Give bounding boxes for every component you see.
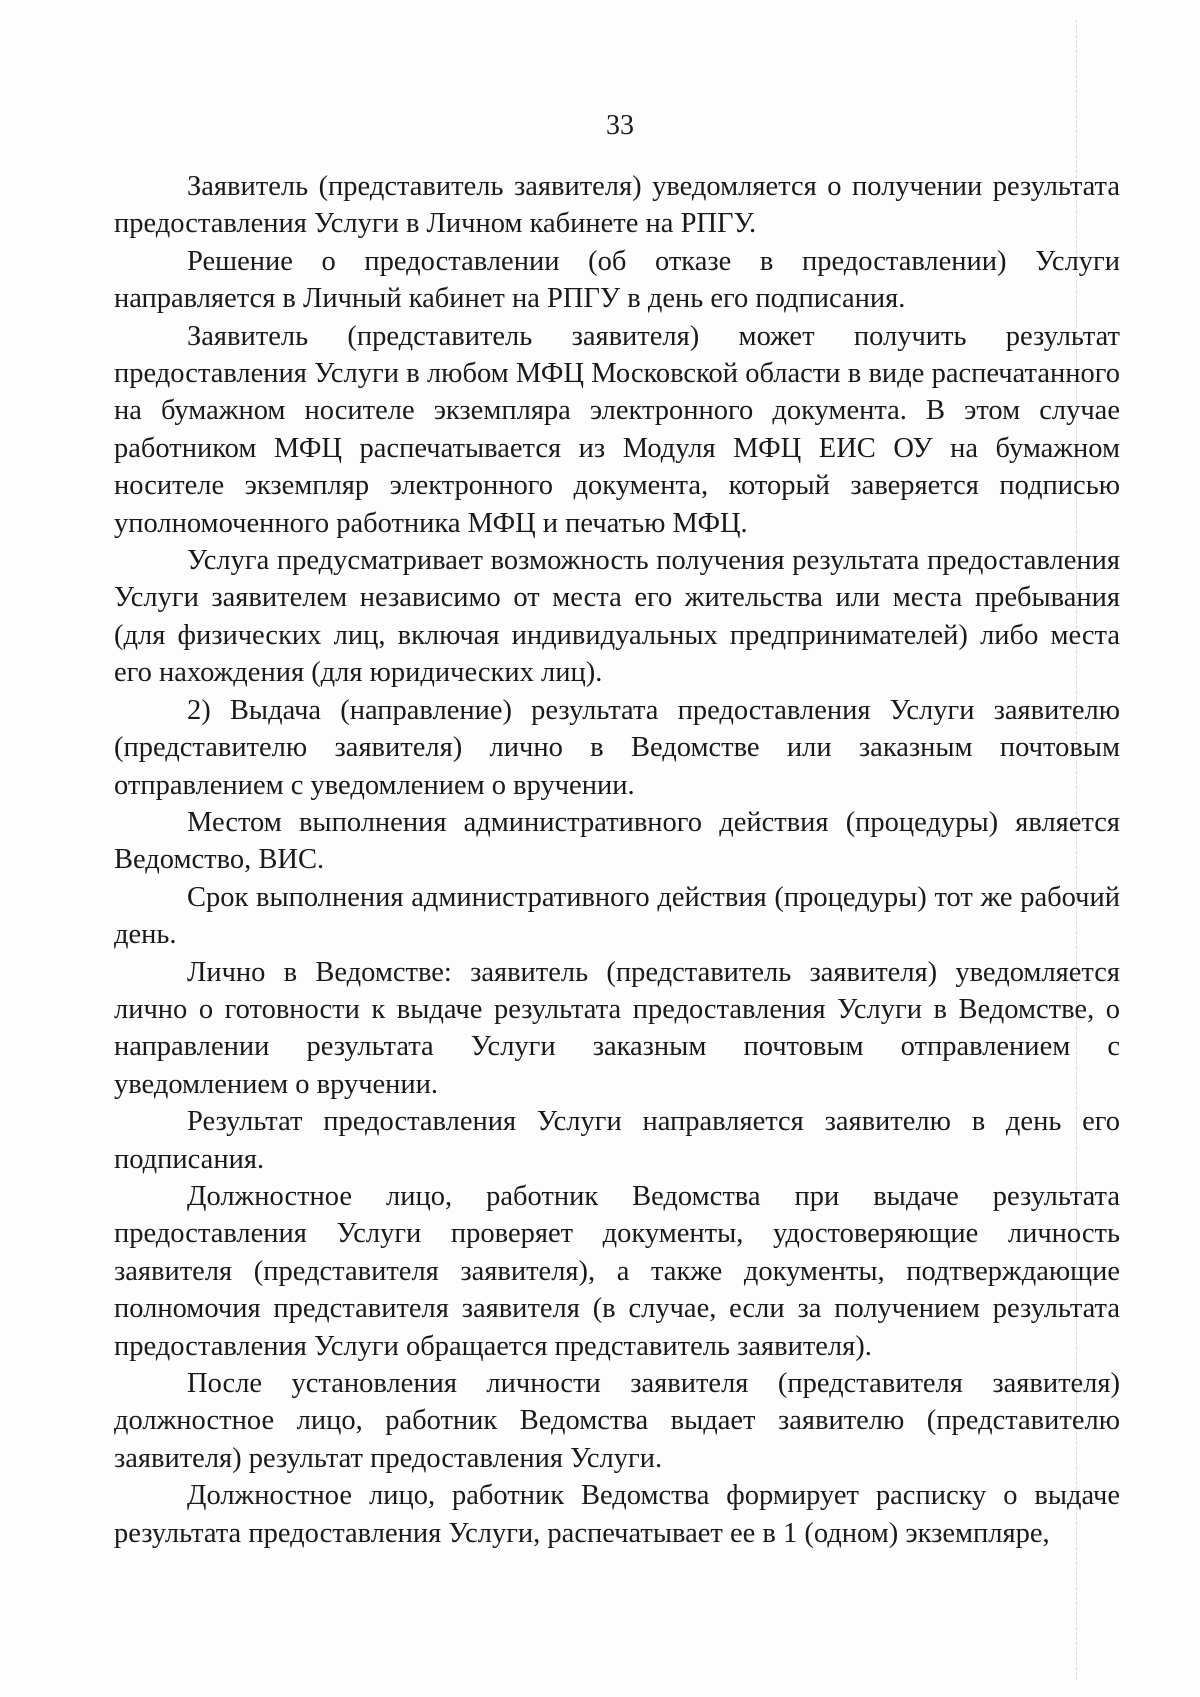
paragraph: Заявитель (представитель заявителя) может получить результат предоставления Услуги в любом МФЦ Московской области в виде распечатанного на бумажном носителе экземпляра электронного документа. В этом случае работником МФЦ распечатывается из Модуля МФЦ ЕИС ОУ на бумажном носителе экземпляр электронного документа, который заверяется подписью уполномоченного работника МФЦ и печатью МФЦ. [114,320,1120,539]
paragraph: Услуга предусматривает возможность получения результата предоставления Услуги заявителем независимо от места его жительства или места пребывания (для физических лиц, включая индивидуальных предпринимателей) либо места его нахождения (для юридических лиц). [114,545,1120,689]
paragraph: Срок выполнения административного действия (процедуры) тот же рабочий день. [114,881,1120,951]
paragraph: После установления личности заявителя (представителя заявителя) должностное лицо, работник Ведомства выдает заявителю (представителю заявителя) результат предоставления Услуги. [114,1368,1120,1474]
paragraph: Результат предоставления Услуги направляется заявителю в день его подписания. [114,1106,1120,1175]
paragraph: Должностное лицо, работник Ведомства формирует расписку о выдаче результата предоставления Услуги, распечатывает ее в 1 (одном) экземпляре, [114,1480,1120,1549]
paragraph: Должностное лицо, работник Ведомства при выдаче результата предоставления Услуги проверяет документы, удостоверяющие личность заявителя (представителя заявителя), а также документы, подтверждающие полномочия представителя заявителя (в случае, если за получением результата предоставления Услуги обращается представитель заявителя). [114,1180,1120,1362]
paragraph: Местом выполнения административного действия (процедуры) является Ведомство, ВИС. [114,806,1120,876]
paragraph: 2) Выдача (направление) результата предоставления Услуги заявителю (представителю заявителя) лично в Ведомстве или заказным почтовым отправлением с уведомлением о вручении. [114,694,1120,801]
page-number: 33 [606,110,634,141]
paragraph: Заявитель (представитель заявителя) уведомляется о получении результата предоставления Услуги в Личном кабинете на РПГУ. [114,171,1120,240]
paragraph: Лично в Ведомстве: заявитель (представитель заявителя) уведомляется лично о готовности к выдаче результата предоставления Услуги в Ведомстве, о направлении результата Услуги заказным почтовым отправлением с уведомлением о вручении. [114,956,1120,1100]
paragraph: Решение о предоставлении (об отказе в предоставлении) Услуги направляется в Личный кабинет на РПГУ в день его подписания. [114,245,1120,315]
document-body [114,168,1120,1552]
